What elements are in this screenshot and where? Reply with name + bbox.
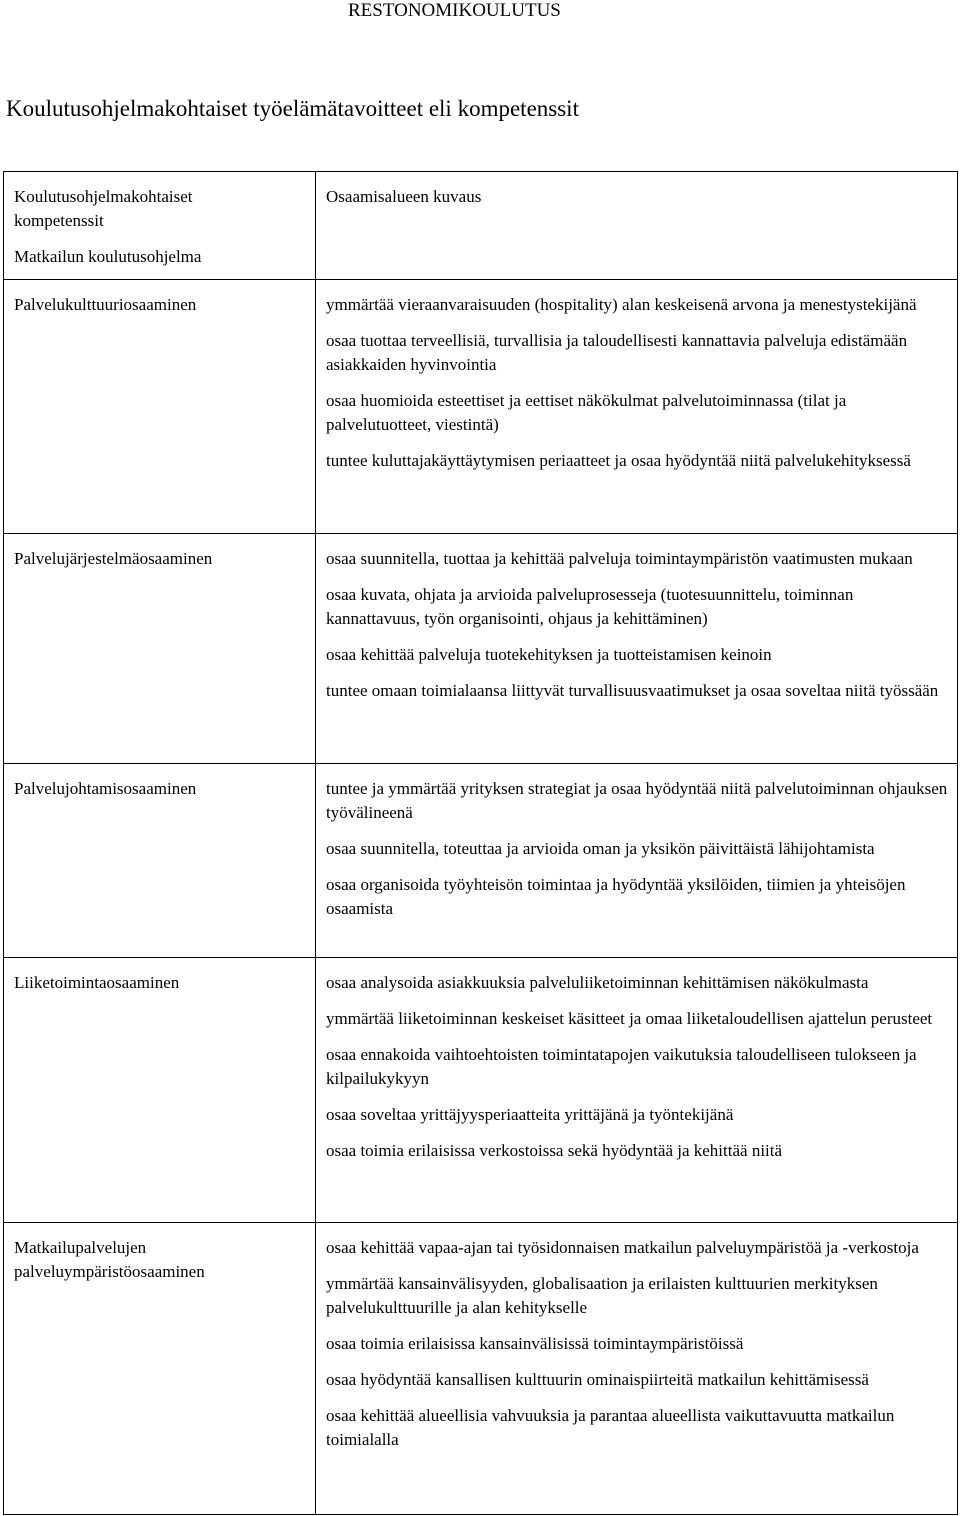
competence-area-cell <box>4 280 316 534</box>
competence-area-name: Matkailupalvelujen palveluympäristöosaaminen <box>14 1238 205 1281</box>
competence-area-name: Palvelujärjestelmäosaaminen <box>14 549 213 568</box>
header-right-label: Osaamisalueen kuvaus <box>326 187 482 206</box>
competence-area-name: Liiketoimintaosaaminen <box>14 973 180 992</box>
competence-item: osaa soveltaa yrittäjyysperiaatteita yrittäjänä ja työntekijänä <box>326 1105 734 1124</box>
table-row <box>4 534 958 764</box>
competence-item: osaa kehittää alueellisia vahvuuksia ja parantaa alueellista vaikuttavuutta matkailun toimialalla <box>326 1406 895 1449</box>
competence-item: ymmärtää kansainvälisyyden, globalisaation ja erilaisten kulttuurien merkityksen palvelukulttuurille ja alan kehitykselle <box>326 1274 878 1317</box>
competence-item: osaa hyödyntää kansallisen kulttuurin ominaispiirteitä matkailun kehittämisessä <box>326 1370 869 1389</box>
document-header: RESTONOMIKOULUTUS <box>348 0 561 21</box>
competence-area-cell <box>4 534 316 764</box>
competence-description-cell <box>316 764 958 958</box>
table-row <box>4 1223 958 1515</box>
competence-item: tuntee ja ymmärtää yrityksen strategiat ja osaa hyödyntää niitä palvelutoiminnan ohjauksen työvälineenä <box>326 779 948 822</box>
competence-item: osaa kehittää palveluja tuotekehityksen ja tuotteistamisen keinoin <box>326 645 772 664</box>
competence-item: osaa kuvata, ohjata ja arvioida palveluprosesseja (tuotesuunnittelu, toiminnan kannattavuus, työn organisointi, ohjaus ja kehittäminen) <box>326 585 854 628</box>
competence-item: osaa huomioida esteettiset ja eettiset näkökulmat palvelutoiminnassa (tilat ja palvelutuotteet, viestintä) <box>326 391 847 434</box>
table-header-row <box>4 172 958 280</box>
competence-item: osaa ennakoida vaihtoehtoisten toimintatapojen vaikutuksia taloudelliseen tulokseen ja kilpailukykyyn <box>326 1045 917 1088</box>
competence-item: osaa toimia erilaisissa verkostoissa sekä hyödyntää ja kehittää niitä <box>326 1141 783 1160</box>
competence-item: tuntee kuluttajakäyttäytymisen periaatteet ja osaa hyödyntää niitä palvelukehityksessä <box>326 451 911 470</box>
header-left-line-1: Koulutusohjelmakohtaiset <box>14 187 193 206</box>
competence-item: osaa analysoida asiakkuuksia palveluliiketoiminnan kehittämisen näkökulmasta <box>326 973 869 992</box>
competence-area-name: Palvelujohtamisosaaminen <box>14 779 197 798</box>
competence-item: ymmärtää vieraanvaraisuuden (hospitality) alan keskeisenä arvona ja menestystekijänä <box>326 295 917 314</box>
competence-item: osaa kehittää vapaa-ajan tai työsidonnaisen matkailun palveluympäristöä ja -verkostoja <box>326 1238 919 1257</box>
competence-description-cell <box>316 958 958 1223</box>
competence-item: osaa suunnitella, toteuttaa ja arvioida oman ja yksikön päivittäistä lähijohtamista <box>326 839 875 858</box>
table-header-left <box>4 172 316 280</box>
competence-area-name: Palvelukulttuuriosaaminen <box>14 295 197 314</box>
header-left-line-2: kompetenssit <box>14 211 104 230</box>
competence-item: osaa tuottaa terveellisiä, turvallisia ja taloudellisesti kannattavia palveluja edistämään asiakkaiden hyvinvointia <box>326 331 908 374</box>
competence-item: ymmärtää liiketoiminnan keskeiset käsitteet ja omaa liiketaloudellisen ajattelun perusteet <box>326 1009 933 1028</box>
competence-item: tuntee omaan toimialaansa liittyvät turvallisuusvaatimukset ja osaa soveltaa niitä työssään <box>326 681 939 700</box>
competence-item: osaa suunnitella, tuottaa ja kehittää palveluja toimintaympäristön vaatimusten mukaan <box>326 549 913 568</box>
competence-item: osaa toimia erilaisissa kansainvälisissä toimintaympäristöissä <box>326 1334 744 1353</box>
table-row <box>4 958 958 1223</box>
competence-area-cell <box>4 1223 316 1515</box>
table-header-right <box>316 172 958 280</box>
header-left-line-3: Matkailun koulutusohjelma <box>14 247 202 266</box>
competence-description-cell <box>316 280 958 534</box>
competence-table <box>3 171 958 1515</box>
document-title: Koulutusohjelmakohtaiset työelämätavoitteet eli kompetenssit <box>6 96 579 121</box>
competence-area-cell <box>4 958 316 1223</box>
competence-item: osaa organisoida työyhteisön toimintaa ja hyödyntää yksilöiden, tiimien ja yhteisöjen osaamista <box>326 875 906 918</box>
competence-description-cell <box>316 1223 958 1515</box>
table-row <box>4 280 958 534</box>
table-row <box>4 764 958 958</box>
competence-description-cell <box>316 534 958 764</box>
competence-area-cell <box>4 764 316 958</box>
